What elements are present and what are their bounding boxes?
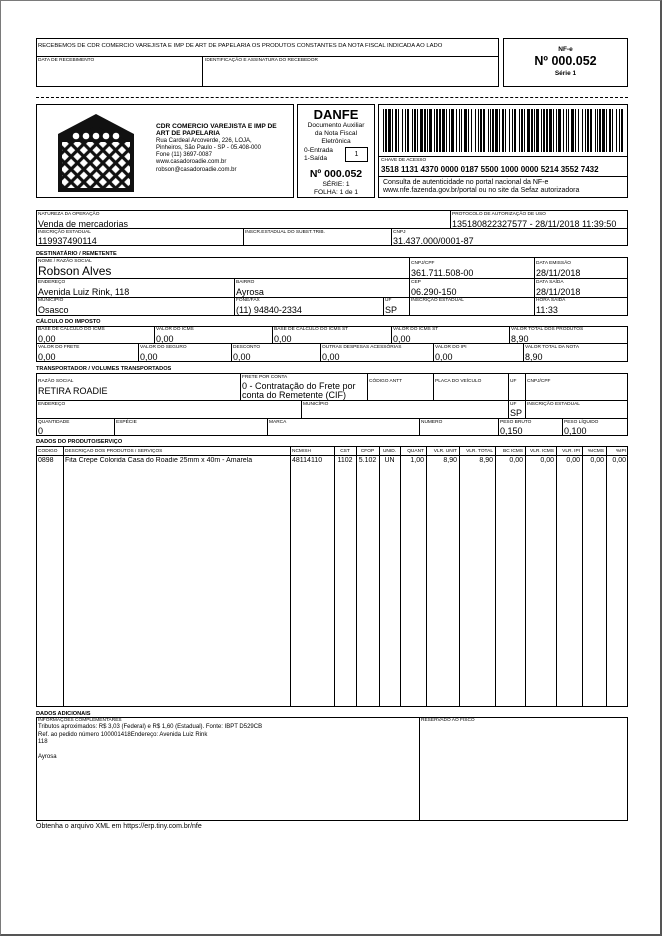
transp-uf2-label: UF — [510, 402, 517, 407]
barcode-bar — [471, 109, 472, 152]
barcode-bar — [595, 109, 596, 152]
danfe-subtitle2: da Nota Fiscal — [314, 130, 358, 137]
danfe-folha: FOLHA: 1 de 1 — [314, 189, 358, 196]
produtos-header-cst: CST — [340, 449, 350, 454]
barcode-bar — [434, 109, 435, 152]
barcode-bar — [505, 109, 506, 152]
dest-nome-label: NOME / RAZÃO SOCIAL — [38, 259, 92, 264]
transp-especie-label: ESPÉCIE — [116, 420, 137, 425]
barcode-bar — [398, 109, 399, 152]
transp-antt-label: CÓDIGO ANTT — [369, 379, 403, 384]
barcode-bar — [534, 109, 535, 152]
imposto-ipi-value: 0,00 — [435, 352, 453, 362]
protocolo-label: PROTOCOLO DE AUTORIZAÇÃO DE USO — [452, 212, 546, 217]
imposto-bc-st-label: BASE DE CÁLCULO DO ICMS ST — [274, 327, 349, 332]
dest-endereco-value: Avenida Luiz Rink, 118 — [38, 287, 130, 297]
danfe-title: DANFE — [313, 107, 359, 122]
produtos-cell-aliq-icms: 0,00 — [590, 457, 604, 464]
produtos-header-aliq-icms: %ICMS — [587, 449, 604, 454]
adicionais-fisco-label: RESERVADO AO FISCO — [421, 718, 475, 723]
adicionais-info-line1: Tributos aproximados: R$ 3,03 (Federal) e R$ 1,60 (Estadual). Fonte: IBPT D529CB — [38, 724, 263, 730]
produtos-header-line — [36, 455, 628, 456]
produtos-cell-quant: 1,00 — [410, 457, 424, 464]
barcode-bar — [619, 109, 620, 152]
emitente-website: www.casadoroadie.com.br — [156, 159, 227, 165]
barcode-bar — [385, 109, 387, 152]
produtos-col-divider — [426, 446, 427, 707]
produtos-col-divider — [525, 446, 526, 707]
imposto-seguro-label: VALOR DO SEGURO — [140, 345, 187, 350]
produtos-header-vlr-unit: VLR. UNIT — [433, 449, 457, 454]
barcode-bar — [395, 109, 397, 152]
cnpj-label: CNPJ — [393, 230, 406, 235]
produtos-cell-bc-icms: 0,00 — [509, 457, 523, 464]
barcode-bar — [556, 109, 557, 152]
transp-endereco-label: ENDEREÇO — [38, 402, 66, 407]
produtos-col-divider — [400, 446, 401, 707]
barcode-bar — [571, 109, 574, 152]
produtos-col-divider — [334, 446, 335, 707]
barcode-bar — [621, 109, 623, 152]
barcode-bar — [468, 109, 469, 152]
chave-value: 3518 1131 4370 0000 0187 5500 1000 0000 5214 3552 7432 — [381, 165, 599, 174]
produtos-col-divider — [582, 446, 583, 707]
barcode-bar — [478, 109, 479, 152]
barcode-bar — [609, 109, 611, 152]
produtos-header-vlr-ipi: VLR. IPI — [562, 449, 580, 454]
barcode-bar — [612, 109, 613, 152]
ie-value: 119937490114 — [38, 236, 97, 246]
produtos-cell-codigo: 0898 — [38, 457, 54, 464]
barcode-bar — [575, 109, 576, 152]
produtos-header-codigo: CÓDIGO — [38, 449, 58, 454]
barcode-bar — [587, 109, 589, 152]
produtos-header-ncm: NCM/SH — [292, 449, 311, 454]
produtos-col-divider — [556, 446, 557, 707]
produtos-cell-cfop: 5.102 — [358, 457, 377, 464]
transp-frete-line1: 0 - Contratação do Frete por — [242, 381, 356, 391]
barcode-bar — [599, 109, 601, 152]
transp-peso-liquido-value: 0,100 — [564, 426, 587, 436]
barcode-bar — [436, 109, 438, 152]
produtos-cell-unid: UN — [384, 457, 395, 464]
imposto-total-produtos-label: VALOR TOTAL DOS PRODUTOS — [511, 327, 584, 332]
produtos-header-vlr-icms: VLR. ICMS — [530, 449, 554, 454]
protocolo-value: 135180822327577 - 28/11/2018 11:39:50 — [452, 219, 617, 229]
barcode — [383, 109, 623, 152]
barcode-bar — [449, 109, 450, 152]
logo-envelope-icon — [52, 112, 140, 194]
imposto-section: CÁLCULO DO IMPOSTO — [36, 319, 101, 325]
barcode-bar — [519, 109, 520, 152]
barcode-bar — [495, 109, 498, 152]
produtos-header-unid: UNID. — [382, 449, 397, 454]
emitente-address-line2: Pinheiros, São Paulo - SP - 05.408-000 — [156, 145, 261, 151]
imposto-total-nota-value: 8,90 — [525, 352, 543, 362]
dest-saida-value: 28/11/2018 — [536, 287, 581, 297]
transp-uf1-label: UF — [510, 379, 517, 384]
adicionais-info-line2: Ref. ao pedido número 100001418Endereço: Avenida Luiz Rink — [38, 732, 208, 738]
danfe-tipo: 1 — [354, 151, 359, 158]
barcode-bar — [590, 109, 592, 152]
dest-saida-label: DATA SAÍDA — [536, 280, 564, 285]
transp-marca-label: MARCA — [269, 420, 287, 425]
barcode-bar — [527, 109, 530, 152]
barcode-bar — [524, 109, 525, 152]
barcode-bar — [585, 109, 586, 152]
barcode-bar — [424, 109, 426, 152]
canhoto-received-text: RECEBEMOS DE CDR COMERCIO VAREJISTA E IMP DE ART DE PAPELARIA OS PRODUTOS CONSTANTES DA NOTA FISCAL INDICADA AO LADO — [38, 43, 443, 49]
produtos-col-divider — [356, 446, 357, 707]
barcode-bar — [536, 109, 539, 152]
destinatario-section: DESTINATÁRIO / REMETENTE — [36, 251, 117, 257]
barcode-bar — [383, 109, 384, 152]
iest-label: INSCR.ESTADUAL DO SUBST.TRIB. — [245, 230, 325, 235]
imposto-total-nota-label: VALOR TOTAL DA NOTA — [525, 345, 580, 350]
barcode-bar — [558, 109, 561, 152]
imposto-outras-value: 0,00 — [322, 352, 340, 362]
transp-razao-label: RAZÃO SOCIAL — [38, 379, 74, 384]
barcode-bar — [407, 109, 409, 152]
dest-cep-label: CEP — [411, 280, 421, 285]
danfe-entrada: 0-Entrada — [304, 147, 333, 154]
imposto-ipi-label: VALOR DO IPI — [435, 345, 467, 350]
dest-endereco-label: ENDEREÇO — [38, 280, 66, 285]
produtos-section: DADOS DO PRODUTO/SERVIÇO — [36, 439, 123, 445]
imposto-desconto-label: DESCONTO — [233, 345, 261, 350]
barcode-bar — [502, 109, 504, 152]
canhoto-signature-label: IDENTIFICAÇÃO E ASSINATURA DO RECEBEDOR — [205, 58, 318, 63]
barcode-bar — [514, 109, 516, 152]
barcode-bar — [461, 109, 462, 152]
dest-hora-value: 11:33 — [536, 305, 558, 315]
dest-hora-label: HORA SAÍDA — [536, 298, 566, 303]
dest-cpf-value: 361.711.508-00 — [411, 268, 474, 278]
barcode-bar — [483, 109, 485, 152]
emitente-email: robson@casadoroadie.com.br — [156, 167, 237, 173]
barcode-bar — [568, 109, 569, 152]
cnpj-value: 31.437.000/0001-87 — [393, 236, 474, 246]
dest-cpf-label: CNPJ/CPF — [411, 261, 435, 266]
barcode-bar — [439, 109, 441, 152]
barcode-bar — [531, 109, 533, 152]
produtos-cell-aliq-ipi: 0,00 — [612, 457, 626, 464]
transp-razao-value: RETIRA ROADIE — [38, 386, 108, 396]
barcode-bar — [566, 109, 567, 152]
barcode-bar — [553, 109, 554, 152]
barcode-bar — [456, 109, 457, 152]
barcode-bar — [417, 109, 418, 152]
imposto-frete-label: VALOR DO FRETE — [38, 345, 80, 350]
produtos-col-divider — [63, 446, 64, 707]
barcode-bar — [388, 109, 391, 152]
barcode-bar — [563, 109, 564, 152]
dest-bairro-value: Ayrosa — [236, 287, 264, 297]
imposto-outras-label: OUTRAS DESPESAS ACESSÓRIAS — [322, 345, 402, 350]
emitente-name-line1: CDR COMERCIO VAREJISTA E IMP DE — [156, 123, 277, 130]
chave-consulta-line1: Consulta de autenticidade no portal nacional da NF-e — [383, 179, 549, 186]
imposto-icms-label: VALOR DO ICMS — [156, 327, 194, 332]
adicionais-section: DADOS ADICIONAIS — [36, 711, 91, 717]
produtos-header-quant: QUANT — [407, 449, 424, 454]
imposto-bc-icms-label: BASE DE CÁLCULO DO ICMS — [38, 327, 105, 332]
produtos-col-divider — [459, 446, 460, 707]
transp-cnpj-label: CNPJ/CPF — [527, 379, 551, 384]
barcode-bar — [546, 109, 548, 152]
dest-municipio-value: Osasco — [38, 305, 69, 315]
danfe-subtitle1: Documento Auxiliar — [307, 122, 365, 129]
produtos-header-aliq-ipi: %IPI — [615, 449, 626, 454]
barcode-bar — [414, 109, 416, 152]
dest-emissao-value: 28/11/2018 — [536, 268, 581, 278]
danfe-subtitle3: Eletrônica — [321, 138, 351, 145]
transp-peso-liquido-label: PESO LÍQUIDO — [564, 420, 599, 425]
barcode-bar — [512, 109, 513, 152]
barcode-bar — [392, 109, 393, 152]
barcode-bar — [480, 109, 482, 152]
barcode-bar — [412, 109, 413, 152]
produtos-col-divider — [379, 446, 380, 707]
barcode-bar — [602, 109, 605, 152]
produtos-cell-vlr-icms: 0,00 — [540, 457, 554, 464]
imposto-icms-st-value: 0,00 — [393, 334, 411, 344]
transp-uf2-value: SP — [510, 408, 523, 418]
produtos-header-vlr-total: VLR. TOTAL — [466, 449, 493, 454]
dest-emissao-label: DATA EMISSÃO — [536, 261, 572, 266]
transp-peso-bruto-label: PESO BRUTO — [500, 420, 532, 425]
barcode-bar — [521, 109, 523, 152]
natureza-value: Venda de mercadorias — [38, 219, 129, 229]
produtos-header-descricao: DESCRIÇÃO DOS PRODUTOS / SERVIÇOS — [65, 449, 163, 454]
barcode-bar — [402, 109, 403, 152]
produtos-cell-vlr-ipi: 0,00 — [566, 457, 580, 464]
transp-frete-line2: conta do Remetente (CIF) — [242, 390, 347, 400]
chave-label: CHAVE DE ACESSO — [381, 158, 427, 163]
transp-quantidade-value: 0 — [38, 426, 44, 436]
emitente-phone: Fone (11) 3697-0087 — [156, 152, 212, 158]
canhoto-date-label: DATA DE RECEBIMENTO — [38, 58, 95, 63]
dest-fone-value: (11) 94840-2334 — [236, 305, 302, 315]
barcode-bar — [451, 109, 454, 152]
barcode-bar — [597, 109, 598, 152]
barcode-bar — [420, 109, 423, 152]
imposto-seguro-value: 0,00 — [140, 352, 158, 362]
footer-xml-text: Obtenha o arquivo XML em https://erp.tiny.com.br/nfe — [36, 823, 202, 830]
barcode-bar — [459, 109, 460, 152]
barcode-bar — [543, 109, 545, 152]
imposto-total-produtos-value: 8,90 — [511, 334, 529, 344]
imposto-frete-value: 0,00 — [38, 352, 56, 362]
barcode-bar — [541, 109, 542, 152]
transp-peso-bruto-value: 0,150 — [500, 426, 523, 436]
barcode-bar — [616, 109, 617, 152]
barcode-bar — [490, 109, 491, 152]
barcode-bar — [446, 109, 447, 152]
emitente-name-line2: ART DE PAPELARIA — [156, 130, 220, 137]
adicionais-info-line4: Ayrosa — [38, 754, 57, 760]
transportador-section: TRANSPORTADOR / VOLUMES TRANSPORTADOS — [36, 366, 172, 372]
imposto-icms-value: 0,00 — [156, 334, 174, 344]
danfe-saida: 1-Saída — [304, 155, 328, 162]
produtos-header-cfop: CFOP — [360, 449, 375, 454]
canhoto-nfe-number: Nº 000.052 — [534, 54, 597, 68]
natureza-label: NATUREZA DA OPERAÇÃO — [38, 212, 100, 217]
emitente-address-line1: Rua Cardeal Arcoverde, 226, LOJA, — [156, 138, 252, 144]
transp-quantidade-label: QUANTIDADE — [38, 420, 70, 425]
produtos-cell-ncm: 48114110 — [292, 457, 323, 464]
canhoto-nfe-serie: Série 1 — [554, 70, 577, 77]
imposto-desconto-value: 0,00 — [233, 352, 251, 362]
ie-label: INSCRIÇÃO ESTADUAL — [38, 230, 91, 235]
transp-placa-label: PLACA DO VEÍCULO — [435, 379, 482, 384]
imposto-bc-icms-value: 0,00 — [38, 334, 56, 344]
dest-nome-value: Robson Alves — [38, 264, 112, 278]
dest-municipio-label: MUNICÍPIO — [38, 298, 64, 303]
barcode-bar — [427, 109, 428, 152]
canhoto-nfe-label: NF-e — [558, 46, 573, 53]
transp-ie-label: INSCRIÇÃO ESTADUAL — [527, 402, 580, 407]
barcode-bar — [509, 109, 510, 152]
barcode-bar — [492, 109, 494, 152]
transp-frete-label: FRETE POR CONTA — [242, 375, 288, 380]
adicionais-info-line3: 118 — [38, 739, 48, 745]
dest-uf-value: SP — [385, 305, 398, 315]
barcode-bar — [488, 109, 489, 152]
barcode-bar — [578, 109, 579, 152]
produtos-cell-descricao: Fita Crepe Colorida Casa do Roadie 25mm x 40m - Amarela — [65, 457, 253, 464]
produtos-header-bc-icms: BC ICMS — [503, 449, 523, 454]
imposto-icms-st-label: VALOR DO ICMS ST — [393, 327, 439, 332]
produtos-col-divider — [606, 446, 607, 707]
produtos-col-divider — [290, 446, 291, 707]
produtos-table — [36, 446, 628, 707]
barcode-bar — [475, 109, 476, 152]
dest-ie-label: INSCRIÇÃO ESTADUAL — [411, 298, 464, 303]
produtos-cell-vlr-total: 8,90 — [479, 457, 493, 464]
transp-municipio-label: MUNICÍPIO — [303, 402, 329, 407]
transp-numero-label: NUMERO — [421, 420, 443, 425]
chave-consulta-line2: www.nfe.fazenda.gov.br/portal ou no site da Sefaz autorizadora — [383, 187, 580, 194]
dest-bairro-label: BAIRRO — [236, 280, 255, 285]
produtos-cell-vlr-unit: 8,90 — [443, 457, 457, 464]
produtos-cell-cst: 1102 — [337, 457, 353, 464]
barcode-bar — [464, 109, 467, 152]
dest-fone-label: FONE/FAX — [236, 298, 260, 303]
dest-uf-label: UF — [385, 298, 392, 303]
dest-cep-value: 06.290-150 — [411, 287, 457, 297]
danfe-serie: SÉRIE: 1 — [322, 181, 350, 188]
produtos-col-divider — [495, 446, 496, 707]
imposto-bc-st-value: 0,00 — [274, 334, 292, 344]
barcode-bar — [606, 109, 607, 152]
barcode-bar — [549, 109, 552, 152]
barcode-bar — [582, 109, 583, 152]
adicionais-info-label: INFORMAÇÕES COMPLEMENTARES — [38, 718, 122, 723]
barcode-bar — [442, 109, 445, 152]
danfe-number: Nº 000.052 — [309, 168, 363, 180]
cut-line — [36, 97, 628, 98]
barcode-bar — [405, 109, 406, 152]
barcode-bar — [499, 109, 500, 152]
barcode-bar — [429, 109, 432, 152]
